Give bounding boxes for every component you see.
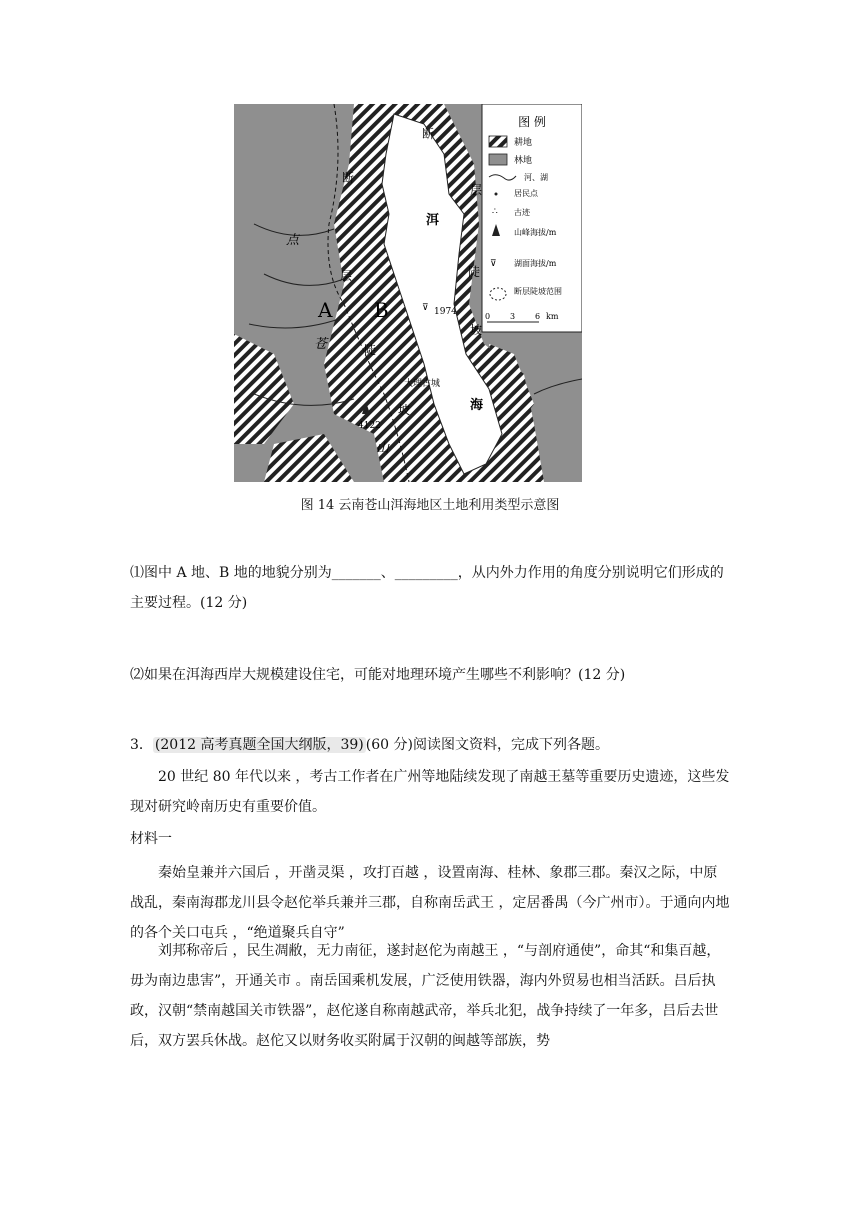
legend-settlement: 居民点: [514, 189, 538, 198]
legend-swatch-farmland: [489, 136, 507, 147]
label-po-east: 坡: [470, 323, 483, 337]
label-duan-east: 断: [422, 127, 435, 141]
label-cang: 苍: [314, 337, 328, 352]
material-1-title: 材料一: [130, 831, 172, 847]
land-use-map: [234, 104, 582, 482]
legend-farmland: 耕地: [514, 138, 533, 148]
question-2: ⑵如果在洱海西岸大规模建设住宅，可能对地理环境产生哪些不利影响？(12 分): [130, 667, 626, 683]
material-1-paragraph-1: 秦始皇兼并六国后 ，开凿灵渠 ，攻打百越 ，设置南海、桂林、象郡三郡。秦汉之际，中原战乱，秦南海郡龙川县令赵佗举兵兼并三郡，自称南岳武王 ，定居番禺（今广州市）。于通向内地的各个关口屯兵 ，“绝道聚兵自守”: [130, 865, 730, 941]
legend-ruins-icon: ∴: [492, 207, 498, 217]
label-dian: 点: [286, 233, 300, 248]
label-lake-hai: 海: [470, 398, 484, 413]
label-po-west: 坡: [398, 403, 411, 417]
scale-3: 3: [510, 312, 516, 321]
legend-peak: 山峰海拔/m: [514, 228, 557, 237]
scale-km: km: [546, 312, 559, 321]
question-3-instructions: (60 分)阅读图文资料，完成下列各题。: [365, 737, 609, 753]
legend-forest: 林地: [514, 156, 533, 166]
legend-lake-elev-icon: ⊽: [490, 259, 497, 269]
label-ruins: 大理古城: [404, 379, 441, 389]
scale-0: 0: [485, 312, 491, 321]
label-ceng-east: 层: [470, 183, 483, 197]
figure-caption: 图 14 云南苍山洱海地区土地利用类型示意图: [300, 498, 560, 513]
material-1-paragraph-2: 刘邦称帝后 ，民生凋敝，无力南征，遂封赵佗为南越王 ，“与剖府通使”，命其“和集百越，毋为南边患害”，开通关市 。南岳国乘机发展，广泛使用铁器，海内外贸易也相当活跃。吕后执政，汉朝“禁南越国关市铁器”，赵佗遂自称南越武帝，举兵北犯，战争持续了一年多，吕后去世后，双方罢兵休战。赵佗又以财务收买附属于汉朝的闽越等部族，势: [130, 943, 721, 1049]
label-shan: 山: [376, 441, 390, 456]
legend-swatch-forest: [489, 154, 507, 165]
label-duan-west: 断: [342, 171, 355, 185]
scale-6: 6: [535, 312, 541, 321]
question-3-header: [130, 730, 730, 760]
label-lake-er: 洱: [426, 213, 440, 228]
label-lake-elev: 1974: [434, 307, 457, 317]
question-1: ⑴图中 A 地、B 地的地貌分别为_______、_________，从内外力作用的角度分别说明它们形成的主要过程。(12 分): [130, 565, 724, 611]
legend-lake-elev: 湖面海拔/m: [514, 259, 557, 268]
map-svg: [234, 104, 582, 482]
question-3-source: (2012 高考真题全国大纲版，39): [154, 737, 364, 753]
question-3-number: 3．: [130, 737, 153, 753]
legend-river: 河、湖: [524, 173, 548, 182]
legend-ruins: 古迹: [514, 208, 530, 217]
label-B: B: [374, 298, 389, 322]
intro-paragraph: 20 世纪 80 年代以来 ，考古工作者在广州等地陆续发现了南越王墓等重要历史遗迹，这些发现对研究岭南历史有重要价值。: [130, 769, 730, 815]
legend-title: 图 例: [518, 115, 546, 129]
label-peak-elev: 4122: [358, 421, 381, 431]
legend-settlement-icon: [495, 193, 498, 196]
label-A: A: [318, 298, 333, 322]
lake-elev-icon: ⊽: [422, 303, 429, 313]
label-ceng-west: 层: [340, 269, 353, 283]
label-dou-west: 陡: [364, 343, 377, 357]
label-dou-east: 陡: [468, 265, 481, 279]
legend-fault: 断层陡坡范围: [514, 287, 562, 296]
